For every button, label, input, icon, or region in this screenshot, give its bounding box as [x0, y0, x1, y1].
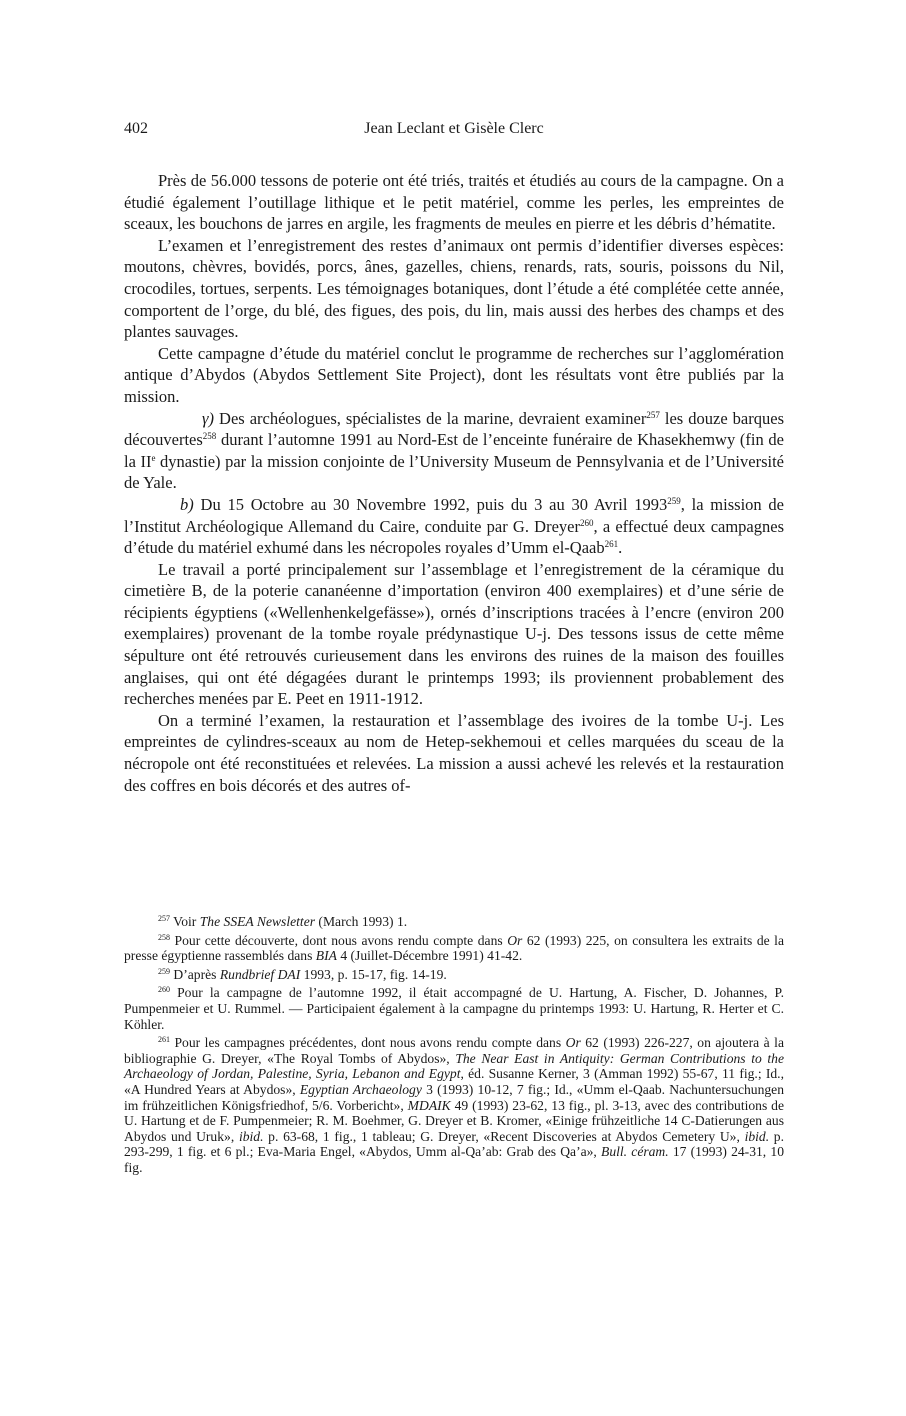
paragraph: Près de 56.000 tessons de poterie ont été triés, traités et étudiés au cours de la campagne. On a étudié également l’outillage lithique et le petit matériel, comme les perles, les empreintes de sceaux, les bouchons de jarres en argile, les fragments de meules en pierre et les débris d’hématite.	[124, 171, 784, 234]
footnote-number: 261	[158, 1035, 170, 1045]
footnote-number: 258	[158, 932, 170, 942]
footnote: $^{261}$ Pour les campagnes précédentes, dont nous avons rendu compte dans Or 62 (1993) 226-227, on ajoutera à la bibliographie G. Dreyer, «The Royal Tombs of Abydos», The Near East in Antiquity: German Contributions to the Archaeology of Jordan, Palestine, Syria, Lebanon and Egypt, éd. Susanne Kerner, 3 (Amman 1992) 55-67, 11 fig.; Id., «A Hundred Years at Abydos», Egyptian Archaeology 3 (1993) 10-12, 7 fig.; Id., «Umm el-Qaab. Nachuntersuchungen im frühzeitlichen Königsfriedhof, 5/6. Vorbericht», MDAIK 49 (1993) 23-62, 13 fig., pl. 3-13, avec des contributions de U. Hartung et de F. Pumpenmeier; R. M. Boehmer, G. Dreyer et B. Kromer, «Einige frühzeitliche 14 C-Datierungen aus Abydos und Uruk», ibid. p. 63-68, 1 fig., 1 tableau; G. Dreyer, «Recent Discoveries at Abydos Cemetery U», ibid. p. 293-299, 1 fig. et 6 pl.; Eva-Maria Engel, «Abydos, Umm al-Qa’ab: Grab des Qa’a», Bull. céram. 17 (1993) 24-31, 10 fig.	[124, 1035, 785, 1175]
footnote-number: 260	[158, 985, 170, 995]
footnote-number: 259	[158, 966, 170, 976]
footnote-number: 257	[158, 914, 170, 923]
paragraph: Cette campagne d’étude du matériel conclut le programme de recherches sur l’agglomération antique d’Abydos (Abydos Settlement Site Project), dont les résultats vont être publiés par la mission.	[124, 343, 784, 406]
body-text	[124, 170, 784, 796]
footnotes	[124, 914, 784, 1179]
page-header	[124, 118, 784, 144]
footnote: $^{257}$ Voir The SSEA Newsletter (March 1993) 1.	[158, 914, 408, 929]
paragraph: L’examen et l’enregistrement des restes d’animaux ont permis d’identifier diverses espèces: moutons, chèvres, bovidés, porcs, ânes, gazelles, chiens, renards, rats, souris, poissons du Nil, crocodiles, tortues, serpents. Les témoignages botaniques, dont l’étude a été complétée cette année, comportent de l’orge, du blé, des figues, des pois, du lin, mais aussi des herbes des champs et des plantes sauvages.	[124, 235, 784, 342]
page-number: 402	[124, 120, 148, 137]
item-label: γ)	[202, 408, 214, 428]
paragraph-gamma: γ) Des archéologues, spécialistes de la marine, devraient examiner$^{257}$ les douze barques découvertes$^{258}$ durant l’automne 1991 au Nord-Est de l’enceinte funéraire de Khasekhemwy (fin de la IIe dynastie) par la mission conjointe de l’University Museum de Pennsylvania et de l’Université de Yale.	[124, 408, 784, 493]
footnote-ref: 260	[579, 517, 594, 528]
paragraph: On a terminé l’examen, la restauration et l’assemblage des ivoires de la tombe U-j. Les empreintes de cylindres-sceaux au nom de Hetep-sekhemoui et celles marquées du sceau de la nécropole ont été reconstituées et relevées. La mission a aussi achevé les relevés et la restauration des coffres en bois décorés et des autres of-	[124, 710, 784, 795]
ordinal-superscript: e	[151, 452, 156, 463]
footnote-ref: 258	[202, 431, 217, 442]
running-title: Jean Leclant et Gisèle Clerc	[364, 120, 544, 137]
footnote-ref: 257	[646, 409, 660, 420]
footnote: $^{258}$ Pour cette découverte, dont nous avons rendu compte dans Or 62 (1993) 225, on consultera les extraits de la presse égyptienne rassemblés dans BIA 4 (Juillet-Décembre 1991) 41-42.	[124, 932, 784, 964]
paragraph: Le travail a porté principalement sur l’assemblage et l’enregistrement de la céramique du cimetière B, de la poterie cananéenne d’importation (environ 400 exemplaires) et d’une série de récipients égyptiens («Wellenhenkelgefässe»), ornés d’inscriptions tracées à l’encre (environ 200 exemplaires) provenant de la tombe royale prédynastique U-j. Des tessons issus de cette même sépulture ont été retrouvés curieusement dans les environs des ruines de la maison des fouilles anglaises, qui ont été dégagées durant le printemps 1993; ils proviennent probablement des recherches menées par E. Peet en 1911-1912.	[124, 559, 784, 709]
paragraph-b: b) Du 15 Octobre au 30 Novembre 1992, puis du 3 au 30 Avril 1993$^{259}$, la mission de l’Institut Archéologique Allemand du Caire, conduite par G. Dreyer$^{260}$, a effectué deux campagnes d’étude du matériel exhumé dans les nécropoles royales d’Umm el-Qaab$^{261}$.	[124, 494, 785, 558]
footnote: $^{259}$ D’après Rundbrief DAI 1993, p. 15-17, fig. 14-19.	[158, 966, 447, 982]
footnote-ref: 259	[667, 495, 681, 506]
page	[124, 118, 784, 796]
footnote: $^{260}$ Pour la campagne de l’automne 1992, il était accompagné de U. Hartung, A. Fischer, D. Johannes, P. Pumpenmeier et U. Rummel. — Participaient également à la campagne du printemps 1993: U. Hartung, R. Herter et C. Köhler.	[124, 985, 784, 1032]
item-label: b)	[180, 494, 194, 514]
footnote-ref: 261	[604, 539, 619, 550]
